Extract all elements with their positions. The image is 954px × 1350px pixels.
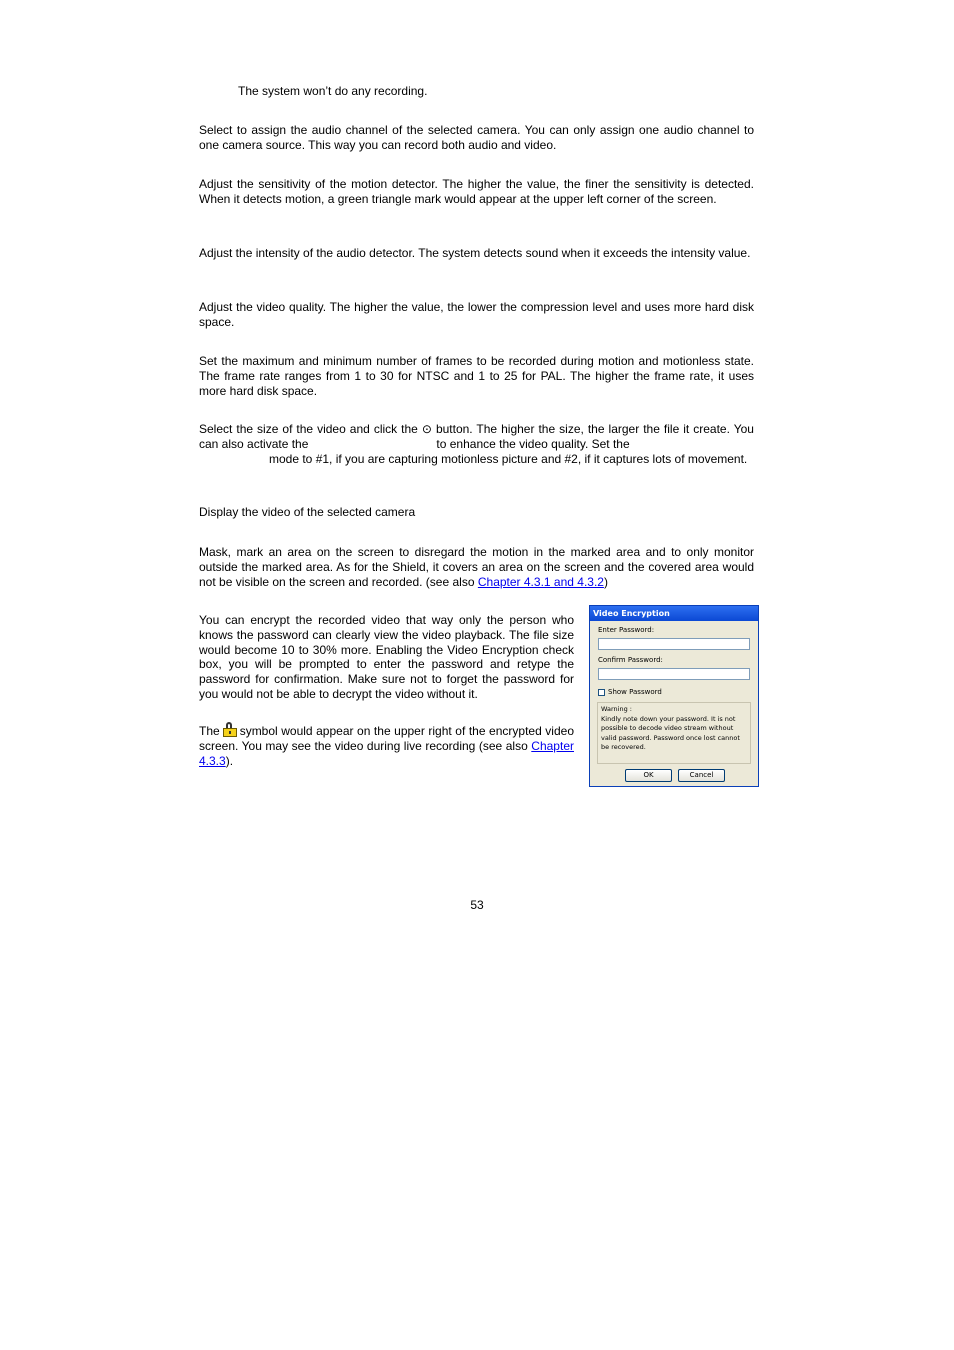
video-encryption-dialog [589, 605, 759, 787]
no-recording-text: The system won’t do any recording. [238, 84, 428, 98]
show-password-checkbox[interactable] [598, 689, 605, 696]
audio-intensity-text: Adjust the intensity of the audio detector. The system detects sound when it exceeds the intensity value. [199, 246, 751, 260]
lock-text-close: ). [225, 753, 234, 768]
encryption-text: You can encrypt the recorded video that way only the person who knows the password can clearly view the video playback. The file size would become 10 to 30% more. Enabling the Video Encryption check box, you will be prompted to enter the password and retype the password for confirmation. Make sure not to forget the password for you would not be able to decrypt the video without it. [199, 613, 574, 701]
confirm-password-label: Confirm Password: [598, 656, 663, 664]
motion-sensitivity-text: Adjust the sensitivity of the motion detector. The higher the value, the finer the sensitivity is detected. When it detects motion, a green triangle mark would appear at the upper left corner of the screen. [199, 177, 754, 206]
video-size-part3: to enhance the video quality. Set the [436, 436, 630, 451]
video-quality-text: Adjust the video quality. The higher the value, the lower the compression level and uses more hard disk space. [199, 300, 754, 329]
audio-channel-text: Select to assign the audio channel of the selected camera. You can only assign one audio channel to one camera source. This way you can record both audio and video. [199, 123, 754, 152]
lock-symbol-text [199, 722, 574, 768]
lock-icon [223, 722, 237, 737]
enter-password-label: Enter Password: [598, 626, 655, 634]
chapter-4-3-1-link[interactable]: Chapter 4.3.1 and 4.3.2 [477, 574, 604, 589]
video-size-part1: Select the size of the video and click the [199, 422, 418, 436]
cancel-button[interactable]: Cancel [678, 769, 725, 782]
warning-box [597, 702, 751, 764]
chapter-4-3-3-link[interactable]: Chapter 4.3.3 [199, 738, 574, 768]
page-number: 53 [470, 898, 484, 912]
mask-body: Mask, mark an area on the screen to disregard the motion in the marked area and to only monitor outside the marked area. As for the Shield, it covers an area on the screen and the covered area would not be visible on the screen and recorded. (see also [199, 545, 754, 589]
video-size-text [199, 422, 754, 466]
mask-close: ) [603, 574, 608, 589]
dialog-title: Video Encryption [590, 606, 758, 621]
lock-text-after: symbol would appear on the upper right of the encrypted video screen. You may see the video during live recording (see also [199, 724, 574, 753]
warning-title: Warning : [601, 705, 632, 713]
radio-button-icon: ⊙ [421, 422, 432, 436]
mask-text [199, 545, 754, 589]
video-size-part4: mode to #1, if you are capturing motionless picture and #2, if it captures lots of movement. [269, 451, 748, 466]
ok-button[interactable]: OK [625, 769, 672, 782]
display-video-text: Display the video of the selected camera [199, 505, 416, 519]
video-size-part2: button. The higher the size, the larger the file it create. You can also activate the [199, 422, 754, 451]
frame-rate-text: Set the maximum and minimum number of frames to be recorded during motion and motionless state. The frame rate ranges from 1 to 30 for NTSC and 1 to 25 for PAL. The higher the frame rate, it uses more hard disk space. [199, 354, 754, 398]
confirm-password-input[interactable] [598, 668, 750, 680]
enter-password-input[interactable] [598, 638, 750, 650]
lock-text-before: The [199, 724, 220, 738]
show-password-label: Show Password [608, 688, 662, 696]
warning-text: Kindly note down your password. It is not possible to decode video stream without valid password. Password once lost cannot be recovered. [601, 714, 740, 752]
